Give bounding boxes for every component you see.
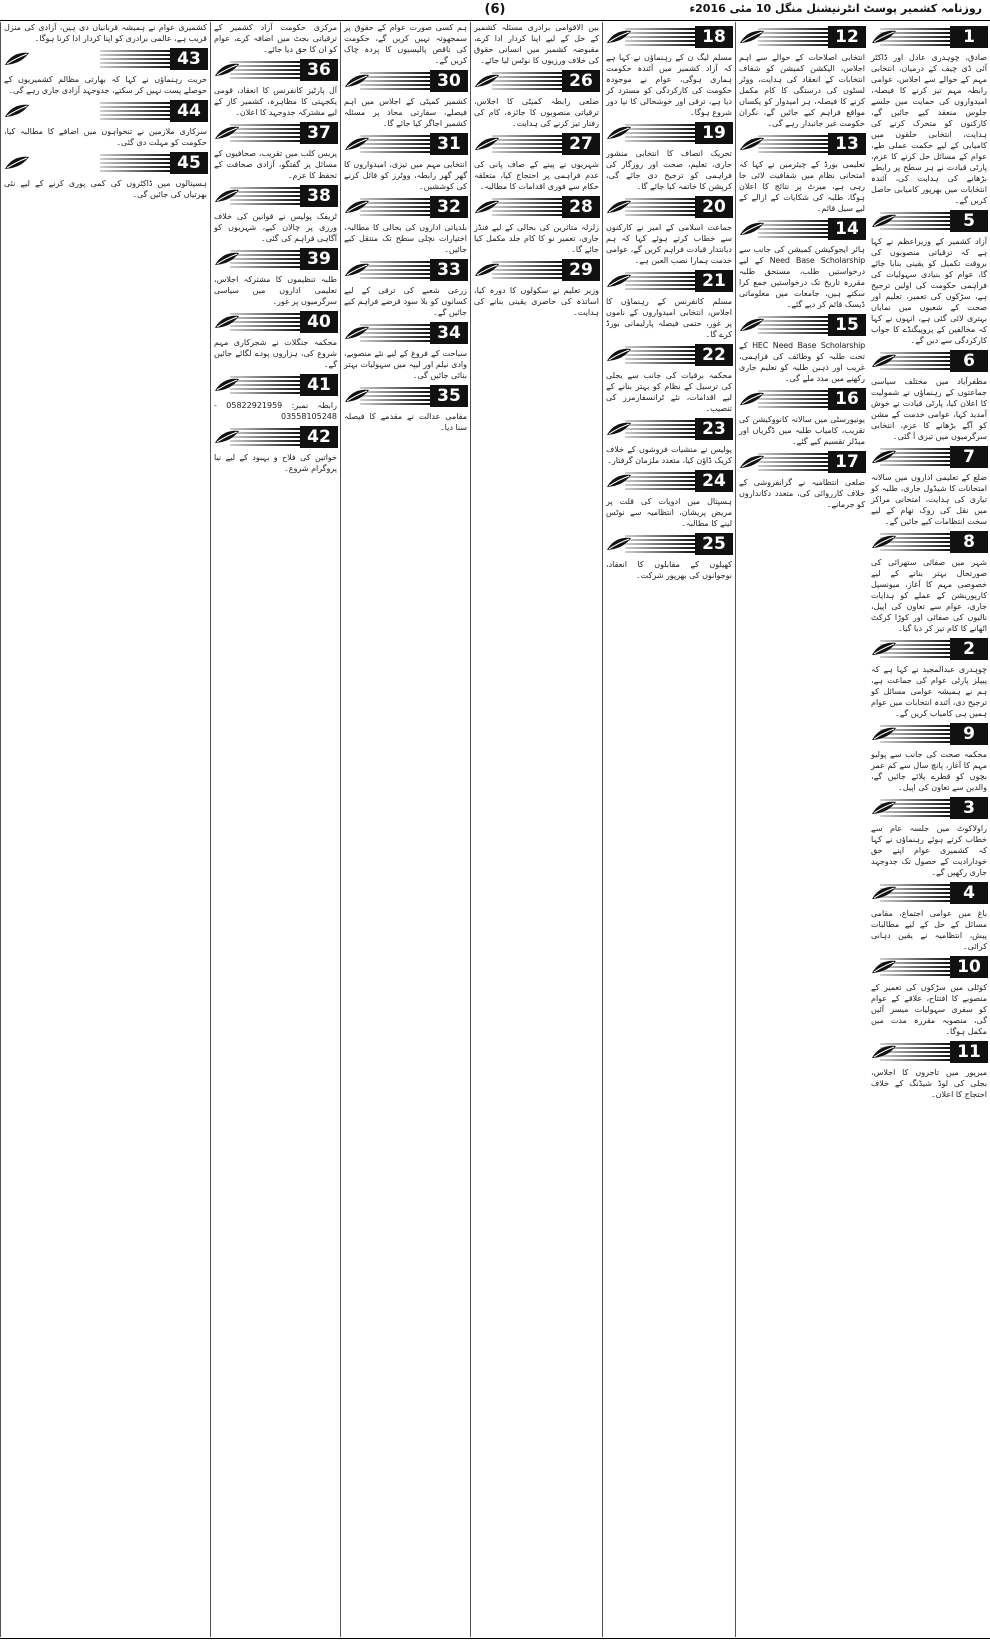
story-number: 29 (562, 259, 600, 281)
news-column (735, 22, 868, 1637)
news-column (470, 22, 602, 1637)
story-text: بین الاقوامی برادری مسئلہ کشمیر کے حل کے لیے اپنا کردار ادا کرے، مقبوضہ کشمیر میں انسانی حقوق کی خلاف ورزیوں کا نوٹس لیا جائے۔ (474, 23, 599, 65)
leaf-icon (605, 28, 633, 46)
story-number: 16 (828, 388, 866, 410)
story-number-badge (870, 956, 988, 978)
striped-bar-ornament (625, 272, 695, 290)
story-number-badge (870, 882, 988, 904)
story-number-badge (870, 797, 988, 819)
story-number-badge (738, 314, 866, 336)
story-text: ضلعی انتظامیہ نے گرانفروشی کے خلاف کارروائی کی، متعدد دکانداروں کو جرمانے۔ (739, 478, 865, 509)
story-text: زرعی شعبے کی ترقی کے لیے کسانوں کو بلا سود قرضے فراہم کیے جائیں گے۔ (344, 286, 467, 317)
story-number: 22 (695, 344, 733, 366)
story-number-badge (870, 723, 988, 745)
story-number: 36 (300, 59, 338, 81)
story-number: 20 (695, 196, 733, 218)
leaf-icon (738, 135, 766, 153)
striped-bar-ornament (625, 535, 695, 553)
story-number: 45 (170, 152, 208, 174)
story-number-badge (213, 311, 338, 333)
story-number: 6 (950, 350, 988, 372)
striped-bar-ornament (758, 28, 828, 46)
story-number: 2 (950, 638, 988, 660)
leaf-icon (343, 72, 371, 90)
story-number: 27 (562, 133, 600, 155)
story-text: مظفرآباد میں مختلف سیاسی جماعتوں کے رہنماؤں نے شمولیت کا اعلان کیا، پارٹی قیادت نے خوش آمدید کہا، عوامی خدمت کے مشن کو آگے بڑھانے کا عزم، انتخابی سرگرمیوں میں تیزی آ گئی۔ (871, 377, 987, 441)
story-text: صادق، چوہدری عادل اور ڈاکٹر آئی ڈی چیف کے درمیان، انتخابی مہم کے حوالے سے اجلاس، عوامی رابطہ مہم تیز کرنے کا فیصلہ، امیدواروں کی حمایت میں جلسے جلوس منعقد کیے جائیں گے، کارکنوں کو متحرک کرنے کی ہدایت، انتخابی حلقوں میں کامیابی کے لیے حکمت عملی طے، عوام کے مسائل حل کرنے کا عزم، پارٹی قیادت نے ہر سطح پر رابطے بڑھانے کی ہدایت کی، آئندہ انتخابات میں بھرپور کامیابی حاصل کریں گے۔ (871, 53, 987, 205)
story-text: آزاد کشمیر کے وزیراعظم نے کہا ہے کہ ترقیاتی منصوبوں کی بروقت تکمیل کو یقینی بنایا جائے گا، عوام کو بنیادی سہولیات کی فراہمی حکومت کی اولین ترجیح ہے، سڑکوں کی تعمیر، تعلیم اور صحت کے شعبوں میں نمایاں بہتری لائی گئی ہے، انہوں نے کہا کہ مخالفین کے پروپیگنڈے کا جواب کارکردگی سے دیں گے۔ (871, 237, 987, 345)
story-number-badge (870, 638, 988, 660)
story-number: 30 (430, 70, 468, 92)
striped-bar-ornament (100, 102, 170, 120)
story-text: آل پارٹیز کانفرنس کا انعقاد، قومی یکجہتی کا مظاہرہ، کشمیر کاز کے لیے مشترکہ جدوجہد کا اعلان۔ (214, 86, 337, 117)
story-text: کھیلوں کے مقابلوں کا انعقاد، نوجوانوں کی بھرپور شرکت۔ (606, 560, 732, 580)
story-number: 8 (950, 531, 988, 553)
news-column (868, 22, 990, 1637)
story-number: 42 (300, 426, 338, 448)
leaf-icon (213, 428, 241, 446)
story-number-badge (213, 122, 338, 144)
story-number-badge (473, 70, 600, 92)
leaf-icon (343, 387, 371, 405)
story-text: میرپور میں تاجروں کا اجلاس، بجلی کی لوڈ شیڈنگ کے خلاف احتجاج کا اعلان۔ (871, 1068, 987, 1099)
striped-bar-ornament (625, 346, 695, 364)
leaf-icon (213, 61, 241, 79)
story-number-badge (605, 26, 733, 48)
story-text: محکمہ جنگلات نے شجرکاری مہم شروع کی، ہزاروں پودے لگائے جائیں گے۔ (214, 338, 337, 369)
leaf-icon (213, 187, 241, 205)
news-column (0, 22, 210, 1637)
leaf-icon (738, 390, 766, 408)
story-text: ٹریفک پولیس نے قوانین کی خلاف ورزی پر چالان کیے، شہریوں کو آگاہی فراہم کی گئی۔ (214, 212, 337, 243)
page-number: (6) (484, 2, 506, 17)
story-number-badge (213, 426, 338, 448)
leaf-icon (3, 50, 31, 68)
story-number-badge (870, 531, 988, 553)
leaf-icon (605, 272, 633, 290)
striped-bar-ornament (625, 472, 695, 490)
leaf-icon (870, 28, 898, 46)
story-number: 5 (950, 210, 988, 232)
news-column (340, 22, 470, 1637)
story-text: تحریک انصاف کا انتخابی منشور جاری، تعلیم، صحت اور روزگار کی فراہمی کو ترجیح دی جائے گی، کرپشن کا خاتمہ کیا جائے گا۔ (606, 149, 732, 191)
story-number: 33 (430, 259, 468, 281)
story-number-badge (738, 133, 866, 155)
story-number-badge (605, 270, 733, 292)
story-text: پریس کلب میں تقریب، صحافیوں کے مسائل پر گفتگو، آزادی صحافت کے تحفظ کا عزم۔ (214, 149, 337, 180)
leaf-icon (343, 324, 371, 342)
story-number-badge (343, 259, 468, 281)
leaf-icon (605, 124, 633, 142)
story-number: 10 (950, 956, 988, 978)
leaf-icon (870, 799, 898, 817)
story-text: ضلع کے تعلیمی اداروں میں سالانہ امتحانات کا شیڈول جاری، طلبہ کو تیاری کی ہدایت، امتحانی مراکز میں نقل کی روک تھام کے لیے سخت انتظامات کیے جائیں گے۔ (871, 473, 987, 526)
striped-bar-ornament (625, 420, 695, 438)
story-number-badge (343, 196, 468, 218)
story-number-badge (343, 322, 468, 344)
leaf-icon (473, 261, 501, 279)
story-number-badge (870, 1041, 988, 1063)
story-number: 12 (828, 26, 866, 48)
leaf-icon (473, 72, 501, 90)
story-number-badge (213, 185, 338, 207)
leaf-icon (343, 198, 371, 216)
story-number-badge (605, 122, 733, 144)
leaf-icon (473, 198, 501, 216)
striped-bar-ornament (100, 154, 170, 172)
leaf-icon (343, 135, 371, 153)
story-text: کوٹلی میں سڑکوں کی تعمیر کے منصوبے کا افتتاح، علاقے کے عوام کو سفری سہولیات میسر آئیں گی، منصوبہ مقررہ مدت میں مکمل ہوگا۔ (871, 983, 987, 1036)
striped-bar-ornament (758, 390, 828, 408)
story-text: محکمہ صحت کی جانب سے پولیو مہم کا آغاز، پانچ سال سے کم عمر بچوں کو قطرے پلائے جائیں گے، والدین سے تعاون کی اپیل۔ (871, 750, 987, 792)
story-number: 26 (562, 70, 600, 92)
story-number: 43 (170, 48, 208, 70)
story-number: 1 (950, 26, 988, 48)
story-number: 13 (828, 133, 866, 155)
story-number: 39 (300, 248, 338, 270)
story-number: 40 (300, 311, 338, 333)
striped-bar-ornament (492, 135, 562, 153)
story-number: 19 (695, 122, 733, 144)
leaf-icon (738, 453, 766, 471)
leaf-icon (605, 535, 633, 553)
leaf-icon (213, 376, 241, 394)
story-number-badge (605, 533, 733, 555)
striped-bar-ornament (758, 135, 828, 153)
leaf-icon (3, 154, 31, 172)
news-column (210, 22, 340, 1637)
striped-bar-ornament (625, 198, 695, 216)
story-number-badge (870, 210, 988, 232)
striped-bar-ornament (758, 220, 828, 238)
story-number-badge (343, 133, 468, 155)
striped-bar-ornament (625, 28, 695, 46)
story-text: مسلم لیگ ن کے رہنماؤں نے کہا ہے کہ آزاد کشمیر میں آئندہ حکومت ہماری ہوگی، عوام نے موجودہ حکومت کی کارکردگی کو مسترد کر دیا ہے، ترقی اور خوشحالی کا نیا دور شروع ہوگا۔ (606, 53, 732, 117)
leaf-icon (605, 346, 633, 364)
striped-bar-ornament (625, 124, 695, 142)
story-text: انتخابی مہم میں تیزی، امیدواروں کا گھر گھر رابطہ، ووٹرز کو قائل کرنے کی کوششیں۔ (344, 160, 467, 191)
striped-bar-ornament (492, 261, 562, 279)
story-text: سرکاری ملازمین نے تنخواہوں میں اضافے کا مطالبہ کیا، حکومت کو مہلت دی گئی۔ (4, 127, 207, 147)
leaf-icon (870, 725, 898, 743)
story-number: 7 (950, 446, 988, 468)
story-text: حریت رہنماؤں نے کہا کہ بھارتی مظالم کشمیریوں کے حوصلے پست نہیں کر سکتے، جدوجہد آزادی جاری رہے گی۔ (4, 75, 207, 95)
leaf-icon (870, 533, 898, 551)
striped-bar-ornament (758, 316, 828, 334)
story-text: انتخابی اصلاحات کے حوالے سے اہم اجلاس، الیکشن کمیشن کو شفاف انتخابات کے انعقاد کی ہدایت، ووٹر لسٹوں کی درستگی کا کام مکمل کرنے کا فیصلہ، ہر امیدوار کو یکساں مواقع فراہم کیے جائیں گے، نگران حکومت غیر جانبدار رہے گی۔ (739, 53, 865, 128)
story-number-badge (870, 446, 988, 468)
story-number-badge (473, 259, 600, 281)
story-number: 32 (430, 196, 468, 218)
story-number: 17 (828, 451, 866, 473)
story-number-badge (213, 248, 338, 270)
story-text: مسلم کانفرنس کے رہنماؤں کا اجلاس، انتخابی امیدواروں کے ناموں پر غور، حتمی فیصلہ پارلیمانی بورڈ کرے گا۔ (606, 297, 732, 339)
story-number-badge (605, 344, 733, 366)
story-number: 37 (300, 122, 338, 144)
story-number-badge (3, 100, 208, 122)
story-number-badge (738, 26, 866, 48)
story-number-badge (3, 48, 208, 70)
story-text: باغ میں عوامی اجتماع، مقامی مسائل کے حل کے لیے مطالبات پیش، انتظامیہ نے یقین دہانی کرائی۔ (871, 909, 987, 951)
story-number: 44 (170, 100, 208, 122)
leaf-icon (870, 640, 898, 658)
story-number-badge (605, 196, 733, 218)
story-text: ہم کسی صورت عوام کے حقوق پر سمجھوتہ نہیں کریں گے، حکومت کی ناقص پالیسیوں کا پردہ چاک کریں گے۔ (344, 23, 467, 65)
story-number-badge (870, 26, 988, 48)
story-text: خواتین کی فلاح و بہبود کے لیے نیا پروگرام شروع۔ (214, 453, 337, 473)
leaf-icon (738, 220, 766, 238)
leaf-icon (738, 316, 766, 334)
story-number: 11 (950, 1041, 988, 1063)
story-text: شہر میں صفائی ستھرائی کی صورتحال بہتر بنانے کے لیے خصوصی مہم کا آغاز، میونسپل کارپوریشن کے عملے کو ہدایات جاری، عوام سے تعاون کی اپیل، نالیوں کی صفائی اور کوڑا کرکٹ اٹھانے کا کام تیز کر دیا گیا۔ (871, 558, 987, 633)
story-text: HEC Need Base Scholarship کے تحت طلبہ کو وظائف کی فراہمی، غریب اور ذہین طلبہ کو تعلیم جاری رکھنے میں مدد ملے گی۔ (739, 341, 865, 383)
story-number-badge (738, 388, 866, 410)
page-header (0, 0, 990, 21)
leaf-icon (870, 352, 898, 370)
leaf-icon (3, 102, 31, 120)
leaf-icon (605, 198, 633, 216)
story-number: 34 (430, 322, 468, 344)
story-number-badge (3, 152, 208, 174)
leaf-icon (213, 124, 241, 142)
leaf-icon (870, 448, 898, 466)
story-text: ہائر ایجوکیشن کمیشن کی جانب سے Need Base Scholarship کے لیے درخواستیں طلب، مستحق طلبہ مقررہ تاریخ تک درخواستیں جمع کرا سکتے ہیں، جامعات میں معلوماتی ڈیسک قائم کر دیے گئے۔ (739, 245, 865, 309)
striped-bar-ornament (492, 72, 562, 90)
story-number-badge (473, 133, 600, 155)
story-text: طلبہ تنظیموں کا مشترکہ اجلاس، تعلیمی اداروں میں سیاسی سرگرمیوں پر غور۔ (214, 275, 337, 306)
page-footer-rule (0, 1638, 990, 1645)
story-number: 18 (695, 26, 733, 48)
story-number-badge (343, 385, 468, 407)
story-number: 4 (950, 882, 988, 904)
story-number: 38 (300, 185, 338, 207)
leaf-icon (870, 1043, 898, 1061)
leaf-icon (213, 313, 241, 331)
striped-bar-ornament (100, 50, 170, 68)
leaf-icon (343, 261, 371, 279)
story-number-badge (605, 418, 733, 440)
story-text: پولیس نے منشیات فروشوں کے خلاف کریک ڈاؤن کیا، متعدد ملزمان گرفتار۔ (606, 445, 732, 465)
story-text: ہسپتالوں میں ڈاکٹروں کی کمی پوری کرنے کے لیے نئی بھرتیاں کی جائیں گی۔ (4, 179, 207, 199)
story-text: ضلعی رابطہ کمیٹی کا اجلاس، ترقیاتی منصوبوں کا جائزہ، کام کی رفتار تیز کرنے کی ہدایت۔ (474, 97, 599, 128)
story-number-badge (343, 70, 468, 92)
leaf-icon (738, 28, 766, 46)
leaf-icon (213, 250, 241, 268)
story-number-badge (605, 470, 733, 492)
story-text: کشمیر کمیٹی کے اجلاس میں اہم فیصلے، سفارتی محاذ پر مسئلہ کشمیر اجاگر کیا جائے گا۔ (344, 97, 467, 128)
leaf-icon (870, 884, 898, 902)
story-number: 3 (950, 797, 988, 819)
leaf-icon (605, 420, 633, 438)
story-number-badge (738, 451, 866, 473)
story-number: 9 (950, 723, 988, 745)
leaf-icon (870, 212, 898, 230)
story-text: محکمہ برقیات کی جانب سے بجلی کی ترسیل کے نظام کو بہتر بنانے کے لیے اقدامات، نئے ٹرانسفارمرز کی تنصیب۔ (606, 371, 732, 413)
story-number: 15 (828, 314, 866, 336)
story-text: جماعت اسلامی کے امیر نے کارکنوں سے خطاب کرتے ہوئے کہا کہ ہم دیانتدار قیادت فراہم کریں گے، عوامی خدمت ہمارا نصب العین ہے۔ (606, 223, 732, 265)
story-number-badge (870, 350, 988, 372)
story-number: 14 (828, 218, 866, 240)
story-number-badge (473, 196, 600, 218)
story-text: رابطہ نمبر: 05822921959 - 03558105248 (214, 401, 337, 421)
story-number: 41 (300, 374, 338, 396)
story-number: 25 (695, 533, 733, 555)
story-number: 35 (430, 385, 468, 407)
leaf-icon (473, 135, 501, 153)
story-text: شہریوں نے پینے کے صاف پانی کی عدم فراہمی پر احتجاج کیا، متعلقہ حکام سے فوری اقدامات کا مطالبہ۔ (474, 160, 599, 191)
story-number: 31 (430, 133, 468, 155)
striped-bar-ornament (758, 453, 828, 471)
story-text: کشمیری عوام نے ہمیشہ قربانیاں دی ہیں، آزادی کی منزل قریب ہے، عالمی برادری کو اپنا کردار ادا کرنا ہوگا۔ (4, 23, 207, 43)
story-text: راولاکوٹ میں جلسہ عام سے خطاب کرتے ہوئے رہنماؤں نے کہا کہ کشمیری عوام اپنے حق خودارادیت کے حصول تک جدوجہد جاری رکھیں گے۔ (871, 824, 987, 877)
story-number-badge (213, 59, 338, 81)
story-text: زلزلہ متاثرین کی بحالی کے لیے فنڈز جاری، تعمیر نو کا کام جلد مکمل کیا جائے گا۔ (474, 223, 599, 254)
story-number: 24 (695, 470, 733, 492)
story-number-badge (213, 374, 338, 396)
story-number-badge (738, 218, 866, 240)
leaf-icon (605, 472, 633, 490)
story-text: سیاحت کے فروغ کے لیے نئے منصوبے، وادی نیلم اور لیپہ میں سہولیات بہتر بنائی جائیں گی۔ (344, 349, 467, 380)
story-text: تعلیمی بورڈ کے چیئرمین نے کہا کہ امتحانی نظام میں شفافیت لائی جا رہی ہے، میرٹ پر نتائج کا اعلان ہوگا، طلبہ کی شکایات کے ازالے کے لیے سیل قائم۔ (739, 160, 865, 213)
news-column (602, 22, 735, 1637)
story-text: چوہدری عبدالمجید نے کہا ہے کہ پیپلز پارٹی عوام کی جماعت ہے، ہم نے ہمیشہ عوامی مسائل کو ترجیح دی، آئندہ انتخابات میں عوام ہمیں ہی کامیاب کریں گے۔ (871, 665, 987, 718)
story-number: 21 (695, 270, 733, 292)
striped-bar-ornament (492, 198, 562, 216)
story-text: ہسپتال میں ادویات کی قلت پر مریض پریشان، انتظامیہ سے نوٹس لینے کا مطالبہ۔ (606, 497, 732, 528)
story-number: 28 (562, 196, 600, 218)
masthead-dateline: روزنامہ کشمیر پوسٹ انٹرنیشنل منگل 10 مئی 2016ء (689, 2, 982, 15)
leaf-icon (870, 958, 898, 976)
story-text: وزیر تعلیم نے سکولوں کا دورہ کیا، اساتذہ کی حاضری یقینی بنانے کی ہدایت۔ (474, 286, 599, 317)
story-text: یونیورسٹی میں سالانہ کانووکیشن کی تقریب، کامیاب طلبہ میں ڈگریاں اور میڈلز تقسیم کیے گئے۔ (739, 415, 865, 446)
story-text: بلدیاتی اداروں کی بحالی کا مطالبہ، اختیارات نچلی سطح تک منتقل کیے جائیں۔ (344, 223, 467, 254)
story-text: مرکزی حکومت آزاد کشمیر کے ترقیاتی بجٹ میں اضافہ کرے، عوام کو ان کا حق دیا جائے۔ (214, 23, 337, 54)
story-number: 23 (695, 418, 733, 440)
story-text: مقامی عدالت نے مقدمے کا فیصلہ سنا دیا۔ (344, 412, 467, 432)
